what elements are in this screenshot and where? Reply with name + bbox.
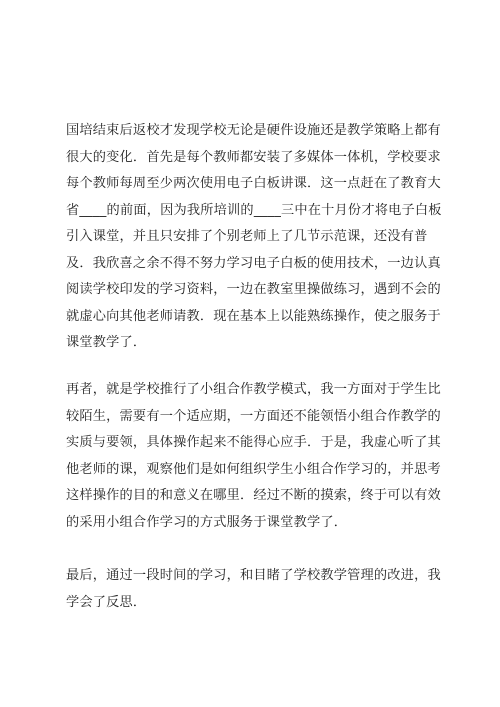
text-line: 学会了反思． bbox=[66, 594, 147, 610]
text-line: 引入课堂，并且只安排了个别老师上了几节示范课，还没有普 bbox=[66, 229, 428, 244]
text-line: 国培结束后返校才发现学校无论是硬件设施还是教学策略上都有 bbox=[66, 123, 441, 138]
text-line: 再者，就是学校推行了小组合作教学模式，我一方面对于学生比 bbox=[66, 382, 441, 397]
paragraph-3 bbox=[66, 563, 441, 616]
paragraph-1 bbox=[66, 118, 442, 357]
text-line: 及．我欣喜之余不得不努力学习电子白板的使用技术，一边认真 bbox=[66, 255, 441, 271]
text-line: 的采用小组合作学习的方式服务于课堂教学了． bbox=[66, 514, 348, 530]
text-line: 很大的变化．首先是每个教师都安装了多媒体一体机，学校要求 bbox=[66, 149, 441, 165]
paragraph-2 bbox=[66, 377, 441, 536]
text-line: 这样操作的目的和意义在哪里．经过不断的摸索，终于可以有效 bbox=[66, 488, 441, 503]
text-line: 每个教师每周至少两次使用电子白板讲课．这一点赶在了教育大 bbox=[66, 176, 441, 191]
text-line: 较陌生，需要有一个适应期，一方面还不能领悟小组合作教学的 bbox=[66, 408, 441, 424]
text-line: 实质与要领，具体操作起来不能得心应手．于是，我虚心听了其 bbox=[66, 435, 441, 450]
text-line: 他老师的课，观察他们是如何组织学生小组合作学习的，并思考 bbox=[66, 461, 441, 477]
text-line: 就虚心向其他老师请教．现在基本上以能熟练操作，使之服务于 bbox=[66, 308, 441, 324]
text-line: 最后，通过一段时间的学习，和目睹了学校教学管理的改进，我 bbox=[66, 568, 441, 583]
text-line: 阅读学校印发的学习资料，一边在教室里操做练习，遇到不会的 bbox=[66, 282, 441, 297]
text-line: 课堂教学了． bbox=[66, 335, 147, 350]
text-line: 省____的前面，因为我所培训的____三中在十月份才将电子白板 bbox=[66, 202, 442, 218]
